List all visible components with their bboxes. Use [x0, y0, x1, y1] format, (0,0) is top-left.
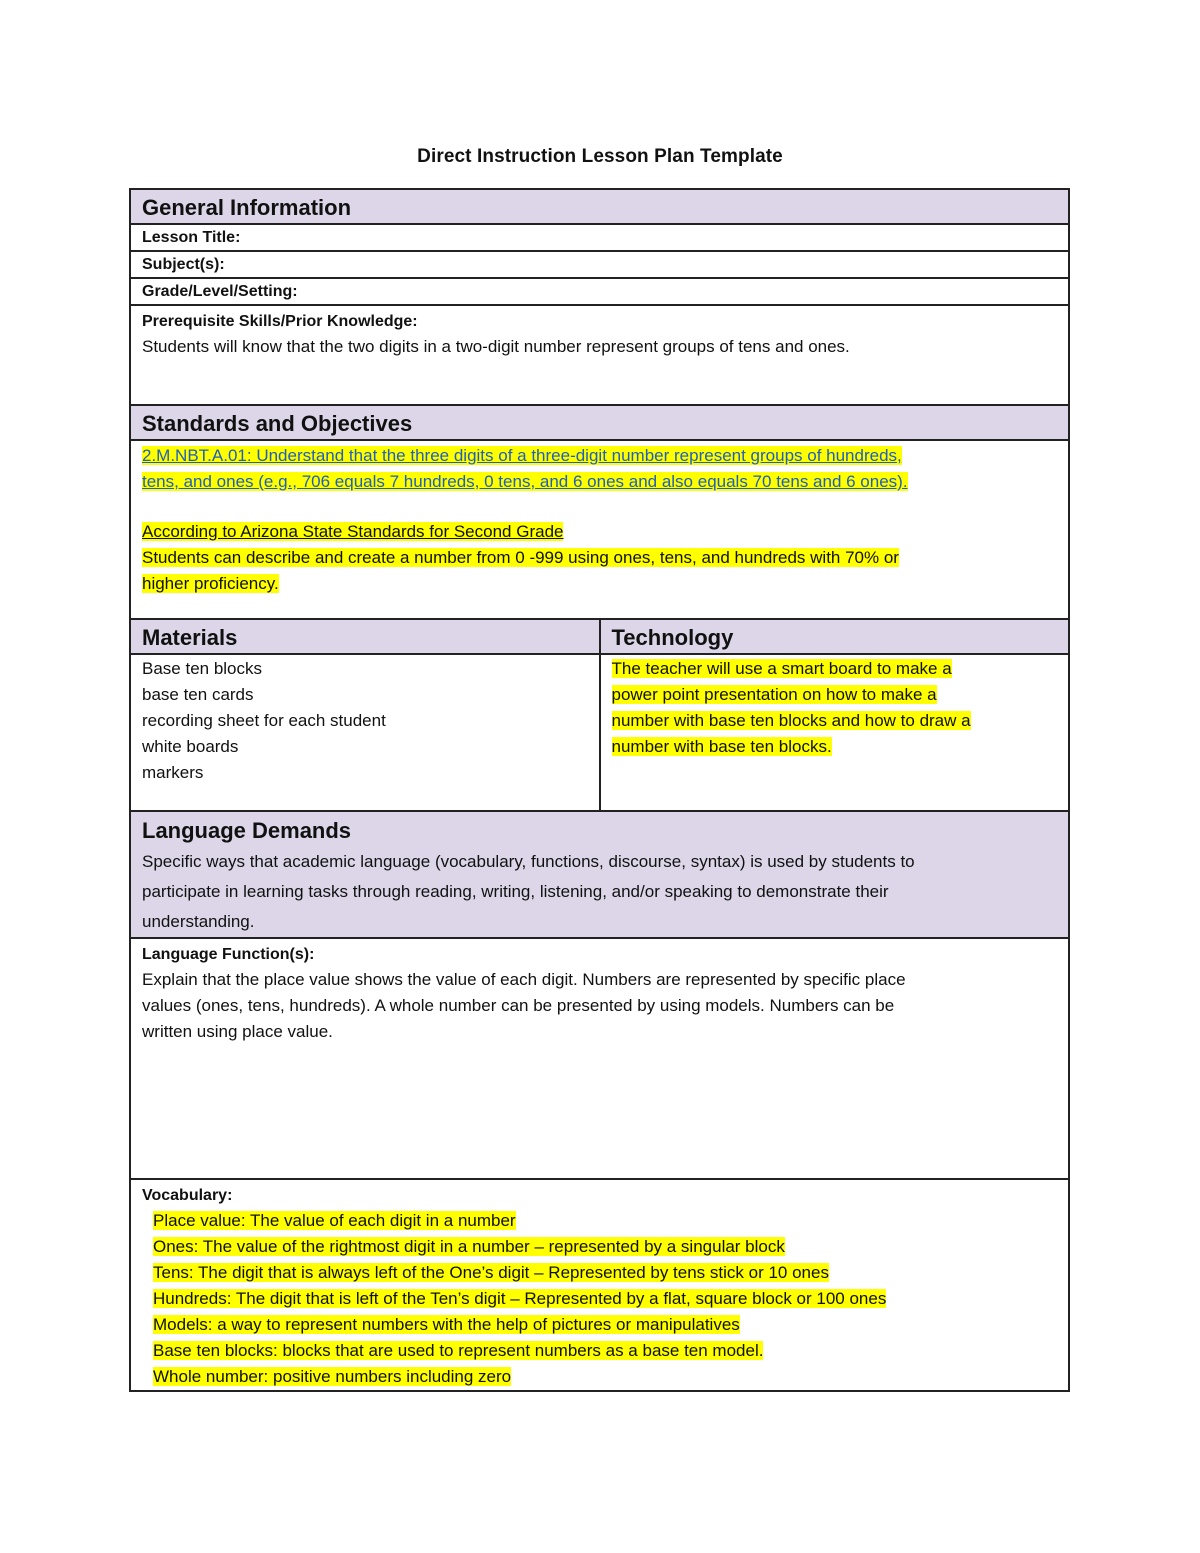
technology-heading: Technology — [611, 625, 734, 650]
materials-heading: Materials — [131, 620, 601, 653]
technology-line: power point presentation on how to make a — [611, 685, 937, 704]
technology-line: number with base ten blocks. — [611, 737, 832, 756]
document-title: Direct Instruction Lesson Plan Template — [417, 146, 783, 167]
language-function-label: Language Function(s): — [142, 946, 315, 963]
language-desc-line: Specific ways that academic language (vocabulary, functions, discourse, syntax) is used by students to — [142, 852, 915, 871]
vocabulary-item: Whole number: positive numbers including zero — [153, 1367, 512, 1386]
materials-technology-header — [131, 620, 1068, 655]
vocabulary-item: Place value: The value of each digit in a number — [153, 1211, 516, 1230]
materials-technology-content — [131, 655, 1068, 812]
material-item: Base ten blocks — [142, 659, 263, 678]
lesson-title-row — [131, 225, 1068, 252]
grade-row — [131, 279, 1068, 306]
standard-link-line1[interactable]: 2.M.NBT.A.01: Understand that the three digits of a three-digit number represent groups of hundreds, — [142, 446, 902, 465]
language-demands-description — [142, 847, 1057, 937]
language-function-row — [131, 939, 1068, 1180]
general-information-header — [131, 190, 1068, 225]
technology-text — [601, 655, 1069, 810]
subjects-row — [131, 252, 1068, 279]
vocabulary-list — [142, 1208, 1057, 1390]
objective-line2: higher proficiency. — [142, 574, 279, 593]
language-function-line: values (ones, tens, hundreds). A whole number can be presented by using models. Numbers can be — [142, 996, 895, 1015]
vocabulary-item: Models: a way to represent numbers with the help of pictures or manipulatives — [153, 1315, 740, 1334]
prerequisite-text: Students will know that the two digits in a two-digit number represent groups of tens and ones. — [142, 337, 850, 356]
language-function-line: written using place value. — [142, 1022, 333, 1041]
vocabulary-label: Vocabulary: — [142, 1187, 233, 1204]
vocabulary-item: Hundreds: The digit that is left of the Ten’s digit – Represented by a flat, square block or 100 ones — [153, 1289, 887, 1308]
material-item: recording sheet for each student — [142, 711, 386, 730]
language-demands-header — [131, 812, 1068, 939]
general-information-heading: General Information — [142, 195, 352, 220]
material-item: white boards — [142, 737, 239, 756]
language-function-line: Explain that the place value shows the value of each digit. Numbers are represented by specific place — [142, 970, 906, 989]
language-function-text — [142, 967, 1057, 1045]
language-desc-line: understanding. — [142, 912, 255, 931]
grade-label: Grade/Level/Setting: — [142, 283, 298, 300]
vocabulary-row — [131, 1180, 1068, 1390]
lesson-plan-table — [129, 188, 1070, 1392]
material-item: markers — [142, 763, 204, 782]
objective-line1: Students can describe and create a number from 0 -999 using ones, tens, and hundreds with 70% or — [142, 548, 899, 567]
vocabulary-item: Base ten blocks: blocks that are used to represent numbers as a base ten model. — [153, 1341, 764, 1360]
standards-heading: Standards and Objectives — [142, 411, 413, 436]
materials-list — [131, 655, 601, 810]
language-desc-line: participate in learning tasks through reading, writing, listening, and/or speaking to demonstrate their — [142, 882, 889, 901]
lesson-title-label: Lesson Title: — [142, 229, 241, 246]
technology-line: number with base ten blocks and how to draw a — [611, 711, 971, 730]
vocabulary-item: Tens: The digit that is always left of the One’s digit – Represented by tens stick or 10 ones — [153, 1263, 829, 1282]
material-item: base ten cards — [142, 685, 254, 704]
prerequisite-label: Prerequisite Skills/Prior Knowledge: — [142, 313, 418, 330]
standard-link-line2[interactable]: tens, and ones (e.g., 706 equals 7 hundreds, 0 tens, and 6 ones and also equals 70 tens and 6 ones). — [142, 472, 908, 491]
subjects-label: Subject(s): — [142, 256, 225, 273]
standards-source: According to Arizona State Standards for Second Grade — [142, 522, 564, 541]
prerequisite-row — [131, 306, 1068, 406]
language-demands-heading: Language Demands — [142, 815, 1057, 847]
vocabulary-item: Ones: The value of the rightmost digit in a number – represented by a singular block — [153, 1237, 785, 1256]
standards-content — [131, 441, 1068, 620]
technology-line: The teacher will use a smart board to make a — [611, 659, 952, 678]
standards-header — [131, 406, 1068, 441]
